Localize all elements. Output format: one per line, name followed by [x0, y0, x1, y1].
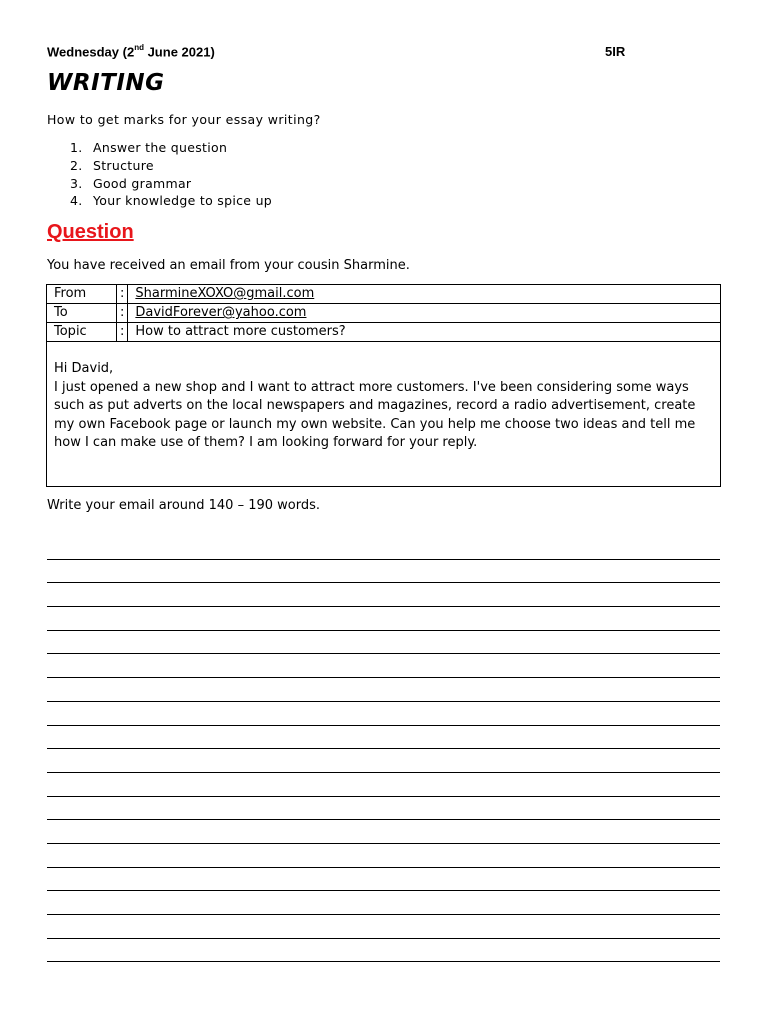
- answer-line[interactable]: [47, 702, 720, 726]
- list-item: 2. Structure: [70, 157, 154, 173]
- to-email-link[interactable]: DavidForever@yahoo.com: [135, 305, 307, 320]
- answer-line[interactable]: [47, 797, 720, 821]
- question-heading: Question: [47, 221, 134, 243]
- page-title: WRITING: [47, 70, 165, 96]
- answer-line[interactable]: [47, 560, 720, 584]
- colon: :: [117, 323, 128, 342]
- list-item: 1. Answer the question: [70, 140, 228, 155]
- topic-label: Topic: [47, 323, 117, 342]
- table-row: [47, 304, 721, 323]
- word-count-instruction: Write your email around 140 – 190 words.: [47, 498, 321, 513]
- list-item: 4. Your knowledge to spice up: [70, 193, 273, 209]
- tips-list: [70, 139, 272, 210]
- colon: :: [117, 285, 128, 304]
- answer-line[interactable]: [47, 868, 720, 892]
- question-intro: You have received an email from your cousin Sharmine.: [47, 258, 410, 273]
- answer-line[interactable]: [47, 583, 720, 607]
- tips-prompt: How to get marks for your essay writing?: [47, 112, 321, 127]
- answer-line[interactable]: [47, 891, 720, 915]
- table-row: [47, 323, 721, 342]
- writing-lines[interactable]: [47, 536, 720, 962]
- answer-line[interactable]: [47, 726, 720, 750]
- colon: :: [117, 304, 128, 323]
- to-label: To: [47, 304, 117, 323]
- answer-line[interactable]: [47, 631, 720, 655]
- email-message: I just opened a new shop and I want to attract more customers. I've been considering some ways such as put adverts on the local newspapers and magazines, record a radio advertisement, create my own Facebook page or launch my own website. Can you help me choose two ideas and tell me how I can make use of them? I am looking forward for your reply.: [54, 379, 696, 451]
- list-item: 3. Good grammar: [70, 175, 192, 191]
- answer-line[interactable]: [47, 915, 720, 939]
- answer-line[interactable]: [47, 939, 720, 963]
- from-email-link[interactable]: SharmineXOXO@gmail.com: [135, 286, 315, 301]
- topic-value: How to attract more customers?: [128, 323, 721, 342]
- answer-line[interactable]: [47, 773, 720, 797]
- email-greeting: Hi David,: [54, 361, 114, 376]
- class-code: 5IR: [605, 44, 626, 59]
- answer-line[interactable]: [47, 536, 720, 560]
- answer-line[interactable]: [47, 844, 720, 868]
- answer-line[interactable]: [47, 820, 720, 844]
- from-label: From: [47, 285, 117, 304]
- table-row: [47, 342, 721, 487]
- answer-line[interactable]: [47, 654, 720, 678]
- date-heading: Wednesday (2nd June 2021): [47, 43, 215, 60]
- answer-line[interactable]: [47, 607, 720, 631]
- table-row: [47, 285, 721, 304]
- answer-line[interactable]: [47, 678, 720, 702]
- answer-line[interactable]: [47, 749, 720, 773]
- email-body: [47, 342, 721, 487]
- email-table: [46, 284, 721, 487]
